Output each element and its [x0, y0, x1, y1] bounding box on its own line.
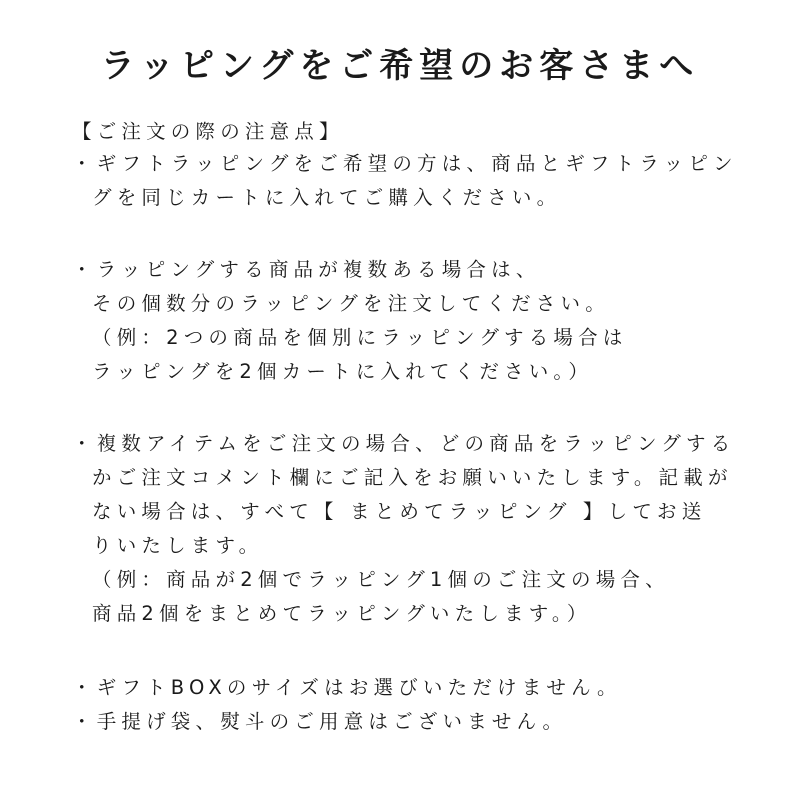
notice-line: （例：商品が2個でラッピング1個のご注文の場合、 — [92, 568, 670, 591]
notice-line: りいたします。 — [92, 534, 264, 557]
notice-line: グを同じカートに入れてご購入ください。 — [92, 186, 562, 209]
notice-line: 商品2個をまとめてラッピングいたします。） — [92, 602, 592, 625]
notice-line: ・ギフトラッピングをご希望の方は、商品とギフトラッピン — [72, 152, 738, 175]
notice-line: ・手提げ袋、熨斗のご用意はございません。 — [72, 710, 568, 733]
page-title: ラッピングをご希望のお客さまへ — [100, 46, 700, 86]
notice-heading: 【ご注文の際の注意点】 — [72, 120, 344, 143]
notice-line: ・複数アイテムをご注文の場合、どの商品をラッピングする — [72, 432, 736, 455]
notice-line: ・ギフトBOXのサイズはお選びいただけません。 — [72, 676, 622, 699]
notice-line: ・ラッピングする商品が複数ある場合は、 — [72, 258, 541, 281]
notice-line: ない場合は、すべて【 まとめてラッピング 】してお送 — [92, 500, 707, 523]
notice-line: かご注文コメント欄にご記入をお願いいたします。記載が — [92, 466, 733, 489]
notice-line: その個数分のラッピングを注文してください。 — [92, 292, 610, 315]
notice-line: ラッピングを2個カートに入れてください。） — [92, 360, 594, 383]
notice-line: （例：2つの商品を個別にラッピングする場合は — [92, 326, 628, 349]
